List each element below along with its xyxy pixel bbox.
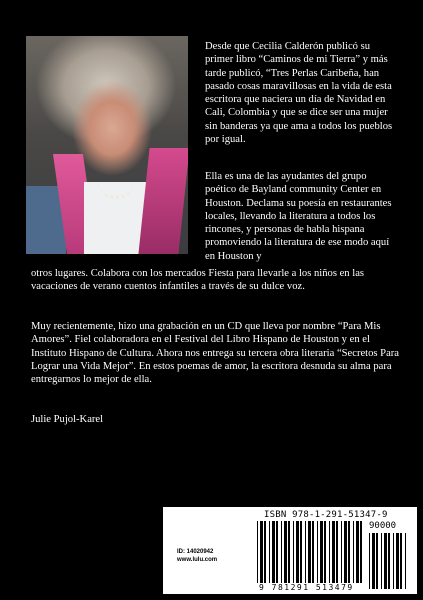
bio-paragraph-3: otros lugares. Colabora con los mercados Fiesta para llevarle a los niños en las vacaciones de verano cuentos infantiles a través de su dulce voz. bbox=[31, 268, 365, 293]
lulu-id: ID: 14020942 bbox=[177, 549, 214, 555]
barcode-label bbox=[163, 507, 417, 594]
author-photo bbox=[26, 36, 188, 254]
lulu-url: www.lulu.com bbox=[177, 557, 218, 563]
bio-paragraph-1: Desde que Cecilia Calderón publicó su primer libro “Caminos de mi Tierra” y más tarde publicó, “Tres Perlas Caribeña, han pasado cosas maravillosas en la vida de esta escritora que naciera un día de Navidad en Cali, Colombia y que se dice ser una mujer sin banderas ya que ama a todos los pueblos por igual. bbox=[205, 41, 393, 146]
signature: Julie Pujol-Karel bbox=[31, 414, 104, 425]
bio-paragraph-2: Ella es una de las ayudantes del grupo poético de Bayland community Center en Houston. Declama su poesía en restaurantes locales, llevando la literatura a todos los rincones, y personas de habla hispana promoviendo la literatura de ese modo aquí en Houston y bbox=[205, 171, 392, 262]
isbn-barcode bbox=[257, 521, 365, 583]
isbn-text: ISBN 978-1-291-51347-9 bbox=[264, 510, 388, 520]
addon-number: 90000 bbox=[369, 521, 397, 531]
bio-paragraph-4: Muy recientemente, hizo una grabación en un CD que lleva por nombre “Para Mis Amores”. Fiel colaboradora en el Festival del Libro Hispano de Houston y en el Instituto Hispano de Cultura. Ahora nos entrega su tercera obra literaria “Secretos Para Lograr una Vida Mejor”. En estos poemas de amor, la escritora desnuda su alma para entregarnos lo mejor de ella. bbox=[31, 321, 400, 386]
addon-barcode bbox=[369, 533, 409, 589]
barcode-digits: 9 781291 513479 bbox=[259, 583, 354, 592]
